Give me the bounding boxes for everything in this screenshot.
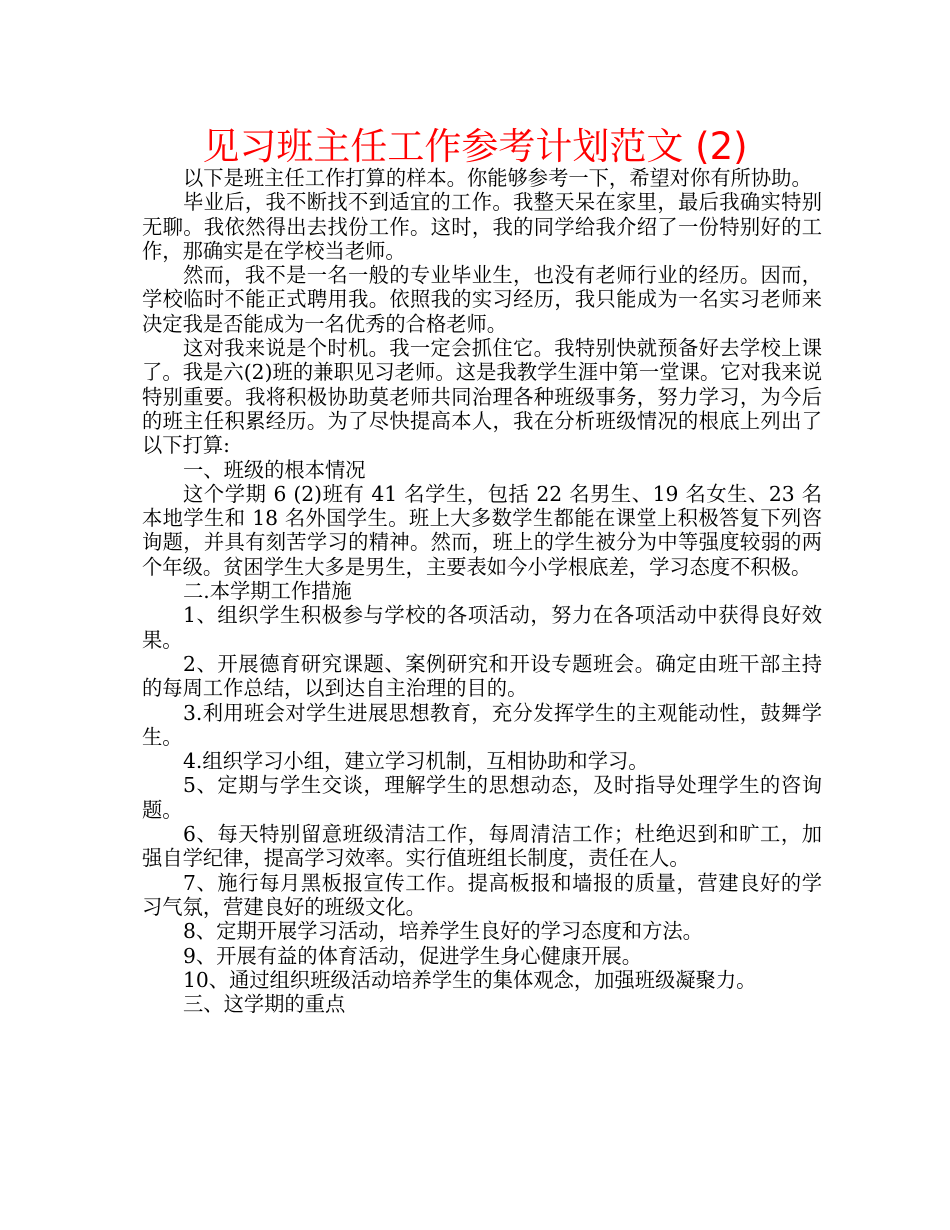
- document-body: [142, 166, 822, 1016]
- measure-item-7: 7、施行每月黑板报宣传工作。提高板报和墙报的质量，营建良好的学习气氛，营建良好的班级文化。: [142, 870, 822, 919]
- section-heading-2: 二.本学期工作措施: [183, 579, 352, 604]
- section-heading-1: 一、班级的根本情况: [183, 457, 366, 482]
- paragraph-intro: 以下是班主任工作打算的样本。你能够参考一下，希望对你有所协助。: [183, 166, 812, 190]
- measure-item-4: 4.组织学习小组，建立学习机制，互相协助和学习。: [183, 749, 649, 774]
- measure-item-2: 2、开展德育研究课题、案例研究和开设专题班会。确定由班干部主持的每周工作总结，以到达自主治理的目的。: [142, 651, 822, 701]
- measure-item-5: 5、定期与学生交谈，理解学生的思想动态，及时指导处理学生的咨询题。: [142, 773, 822, 822]
- measure-item-6: 6、每天特别留意班级清洁工作，每周清洁工作；杜绝迟到和旷工，加强自学纪律，提高学习效率。实行值班组长制度，责任在人。: [142, 822, 822, 871]
- paragraph-class-info: 这个学期 6 (2)班有 41 名学生，包括 22 名男生、19 名女生、23 名本地学生和 18 名外国学生。班上大多数学生都能在课堂上积极答复下列咨询题，并具有刻苦学习的精神。然而，班上的学生被分为中等强度较弱的两个年级。贫困学生大多是男生，主要表如今小学根底差，学习态度不积极。: [142, 481, 822, 579]
- measure-item-10: 10、通过组织班级活动培养学生的集体观念，加强班级凝聚力。: [183, 967, 757, 992]
- paragraph-opportunity: 这对我来说是个时机。我一定会抓住它。我特别快就预备好去学校上课了。我是六(2)班的兼职见习老师。这是我教学生涯中第一堂课。它对我来说特别重要。我将积极协助莫老师共同治理各种班级事务，努力学习，为今后的班主任积累经历。为了尽快提高本人，我在分析班级情况的根底上列出了以下打算:: [142, 336, 822, 458]
- measure-item-9: 9、开展有益的体育活动，促进学生身心健康开展。: [183, 943, 643, 968]
- measure-item-3: 3.利用班会对学生进展思想教育，充分发挥学生的主观能动性，鼓舞学生。: [142, 700, 822, 749]
- measure-item-8: 8、定期开展学习活动，培养学生良好的学习态度和方法。: [183, 919, 703, 944]
- section-heading-3: 三、这学期的重点: [183, 992, 346, 1017]
- paragraph-graduation: 毕业后，我不断找不到适宜的工作。我整天呆在家里，最后我确实特别无聊。我依然得出去找份工作。这时，我的同学给我介绍了一份特别好的工作，那确实是在学校当老师。: [142, 190, 822, 263]
- document-title: 见习班主任工作参考计划范文 (2): [202, 125, 748, 168]
- measure-item-1: 1、组织学生积极参与学校的各项活动，努力在各项活动中获得良好效果。: [142, 603, 822, 652]
- paragraph-background: 然而，我不是一名一般的专业毕业生，也没有老师行业的经历。因而，学校临时不能正式聘用我。依照我的实习经历，我只能成为一名实习老师来决定我是否能成为一名优秀的合格老师。: [142, 263, 822, 336]
